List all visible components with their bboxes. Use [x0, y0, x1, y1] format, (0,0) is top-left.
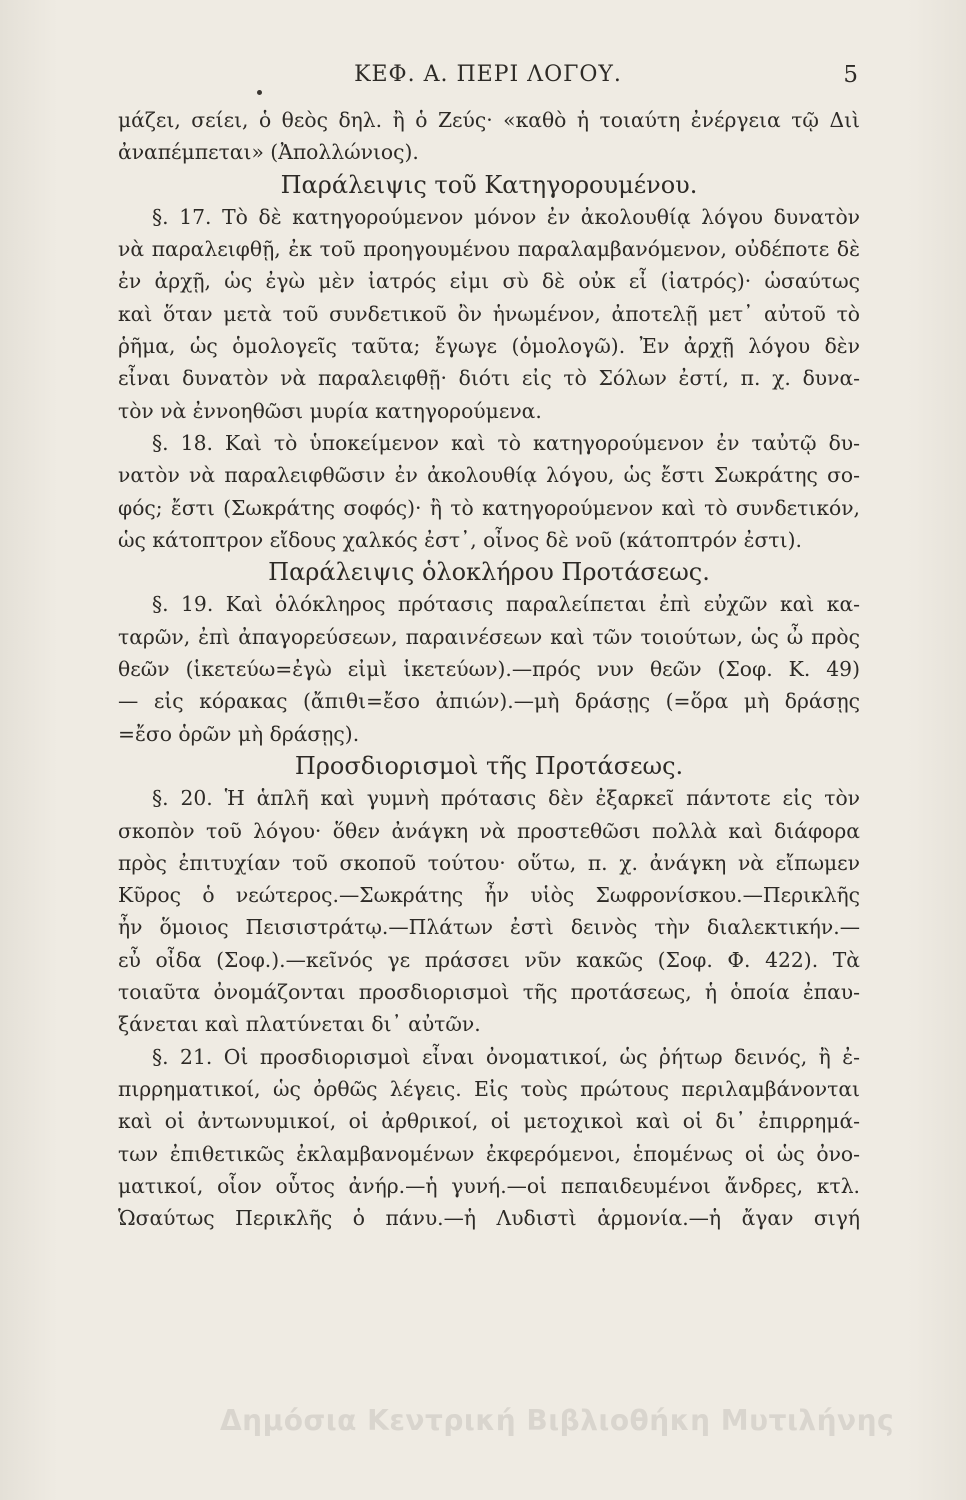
text-line: εὖ οἶδα (Σοφ.).—κεῖνός γε πράσσει νῦν κακῶς (Σοφ. Φ. 422). Τὰ: [118, 947, 860, 972]
text-line: τὸν νὰ ἐννοηθῶσι μυρία κατηγορούμενα.: [118, 398, 542, 423]
page-number: 5: [843, 62, 858, 88]
text-line: νατὸν νὰ παραλειφθῶσιν ἐν ἀκολουθίᾳ λόγου, ὡς ἔστι Σωκράτης σο-: [118, 463, 860, 488]
section-heading: Προσδιορισμοὶ τῆς Προτάσεως.: [294, 751, 684, 780]
text-line: εἶναι δυνατὸν νὰ παραλειφθῇ· διότι εἰς τὸ Σόλων ἐστί, π. χ. δυνα-: [118, 366, 860, 391]
text-line: ἀναπέμπεται» (Ἀπολλώνιος).: [118, 140, 419, 165]
text-line: μάζει, σείει, ὁ θεὸς δηλ. ἢ ὁ Ζεύς· «καθὸ ἡ τοιαύτη ἐνέργεια τῷ Διὶ: [118, 108, 860, 132]
text-line: καὶ ὅταν μετὰ τοῦ συνδετικοῦ ὂν ἡνωμένον, ἀποτελῇ μετ᾽ αὐτοῦ τὸ: [118, 301, 860, 326]
text-line: §. 21. Οἱ προσδιορισμοὶ εἶναι ὀνοματικοί, ὡς ῥήτωρ δεινός, ἢ ἐ-: [152, 1044, 860, 1069]
text-line: ταρῶν, ἐπὶ ἀπαγορεύσεων, παραινέσεων καὶ τῶν τοιούτων, ὡς ὦ πρὸς: [118, 624, 860, 649]
section-heading: Παράλειψις τοῦ Κατηγορουμένου.: [280, 170, 698, 199]
ink-dot: [257, 90, 262, 95]
text-line: §. 20. Ἡ ἁπλῆ καὶ γυμνὴ πρότασις δὲν ἐξαρκεῖ πάντοτε εἰς τὸν: [152, 786, 860, 811]
text-line: τοιαῦτα ὀνομάζονται προσδιορισμοὶ τῆς προτάσεως, ἡ ὁποία ἐπαυ-: [118, 980, 860, 1005]
text-line: ματικοί, οἷον οὗτος ἀνήρ.—ἡ γυνή.—οἱ πεπαιδευμένοι ἄνδρες, κτλ.: [118, 1173, 860, 1198]
library-watermark: Δημόσια Κεντρική Βιβλιοθήκη Μυτιλήνης: [220, 1404, 895, 1437]
running-head: ΚΕΦ. Α. ΠΕΡΙ ΛΟΓΟΥ.: [354, 62, 622, 87]
text-line: §. 17. Τὸ δὲ κατηγορούμενον μόνον ἐν ἀκολουθίᾳ λόγου δυνατὸν: [152, 204, 860, 229]
text-line: θεῶν (ἱκετεύω=ἐγὼ εἰμὶ ἱκετεύων).—πρός νυν θεῶν (Σοφ. Κ. 49): [118, 657, 860, 682]
text-line: πρὸς ἐπιτυχίαν τοῦ σκοποῦ τούτου· οὕτω, π. χ. ἀνάγκη νὰ εἴπωμεν: [118, 850, 860, 875]
text-line: ῥῆμα, ὡς ὁμολογεῖς ταῦτα; ἔγωγε (ὁμολογῶ). Ἐν ἀρχῇ λόγου δὲν: [118, 334, 860, 359]
text-line: Κῦρος ὁ νεώτερος.—Σωκράτης ἦν υἱὸς Σωφρονίσκου.—Περικλῆς: [118, 883, 860, 908]
page-header: [118, 62, 858, 96]
text-line: ἐν ἀρχῇ, ὡς ἐγὼ μὲν ἰατρός εἰμι σὺ δὲ οὐκ εἶ (ἰατρός)· ὡσαύτως: [118, 269, 860, 294]
text-line: σκοπὸν τοῦ λόγου· ὅθεν ἀνάγκη νὰ προστεθῶσι πολλὰ καὶ διάφορα: [118, 818, 860, 843]
body-text: [118, 104, 860, 1234]
text-line: §. 18. Καὶ τὸ ὑποκείμενον καὶ τὸ κατηγορούμενον ἐν ταὐτῷ δυ-: [152, 430, 860, 455]
text-line: των ἐπιθετικῶς ἐκλαμβανομένων ἐκφερόμενοι, ἑπομένως οἱ ὡς ὀνο-: [118, 1141, 860, 1166]
text-line: — εἰς κόρακας (ἄπιθι=ἔσο ἀπιών).—μὴ δράσῃς (=ὅρα μὴ δράσῃς: [118, 689, 860, 714]
text-line: πιρρηματικοί, ὡς ὀρθῶς λέγεις. Εἰς τοὺς πρώτους περιλαμβάνονται: [118, 1076, 860, 1101]
section-heading: Παράλειψις ὁλοκλήρου Προτάσεως.: [268, 558, 710, 587]
text-line: φός; ἔστι (Σωκράτης σοφός)· ἢ τὸ κατηγορούμενον καὶ τὸ συνδετικόν,: [118, 495, 860, 520]
text-line: νὰ παραλειφθῇ, ἐκ τοῦ προηγουμένου παραλαμβανόμενον, οὐδέποτε δὲ: [118, 237, 860, 262]
text-line: καὶ οἱ ἀντωνυμικοί, οἱ ἀρθρικοί, οἱ μετοχικοὶ καὶ οἱ δι᾽ ἐπιρρημά-: [118, 1109, 860, 1134]
text-line: ἦν ὅμοιος Πεισιστράτῳ.—Πλάτων ἐστὶ δεινὸς τὴν διαλεκτικήν.—: [118, 915, 860, 940]
text-line: ὡς κάτοπτρον εἴδους χαλκός ἐστ᾽, οἶνος δὲ νοῦ (κάτοπτρόν ἐστι).: [118, 527, 802, 552]
text-line: =ἔσο ὁρῶν μὴ δράσῃς).: [118, 721, 360, 746]
text-line: §. 19. Καὶ ὁλόκληρος πρότασις παραλείπεται ἐπὶ εὐχῶν καὶ κα-: [152, 592, 860, 617]
text-line: Ὡσαύτως Περικλῆς ὁ πάνυ.—ἡ Λυδιστὶ ἁρμονία.—ἡ ἄγαν σιγή: [118, 1206, 860, 1231]
text-line: ξάνεται καὶ πλατύνεται δι᾽ αὐτῶν.: [118, 1012, 481, 1037]
